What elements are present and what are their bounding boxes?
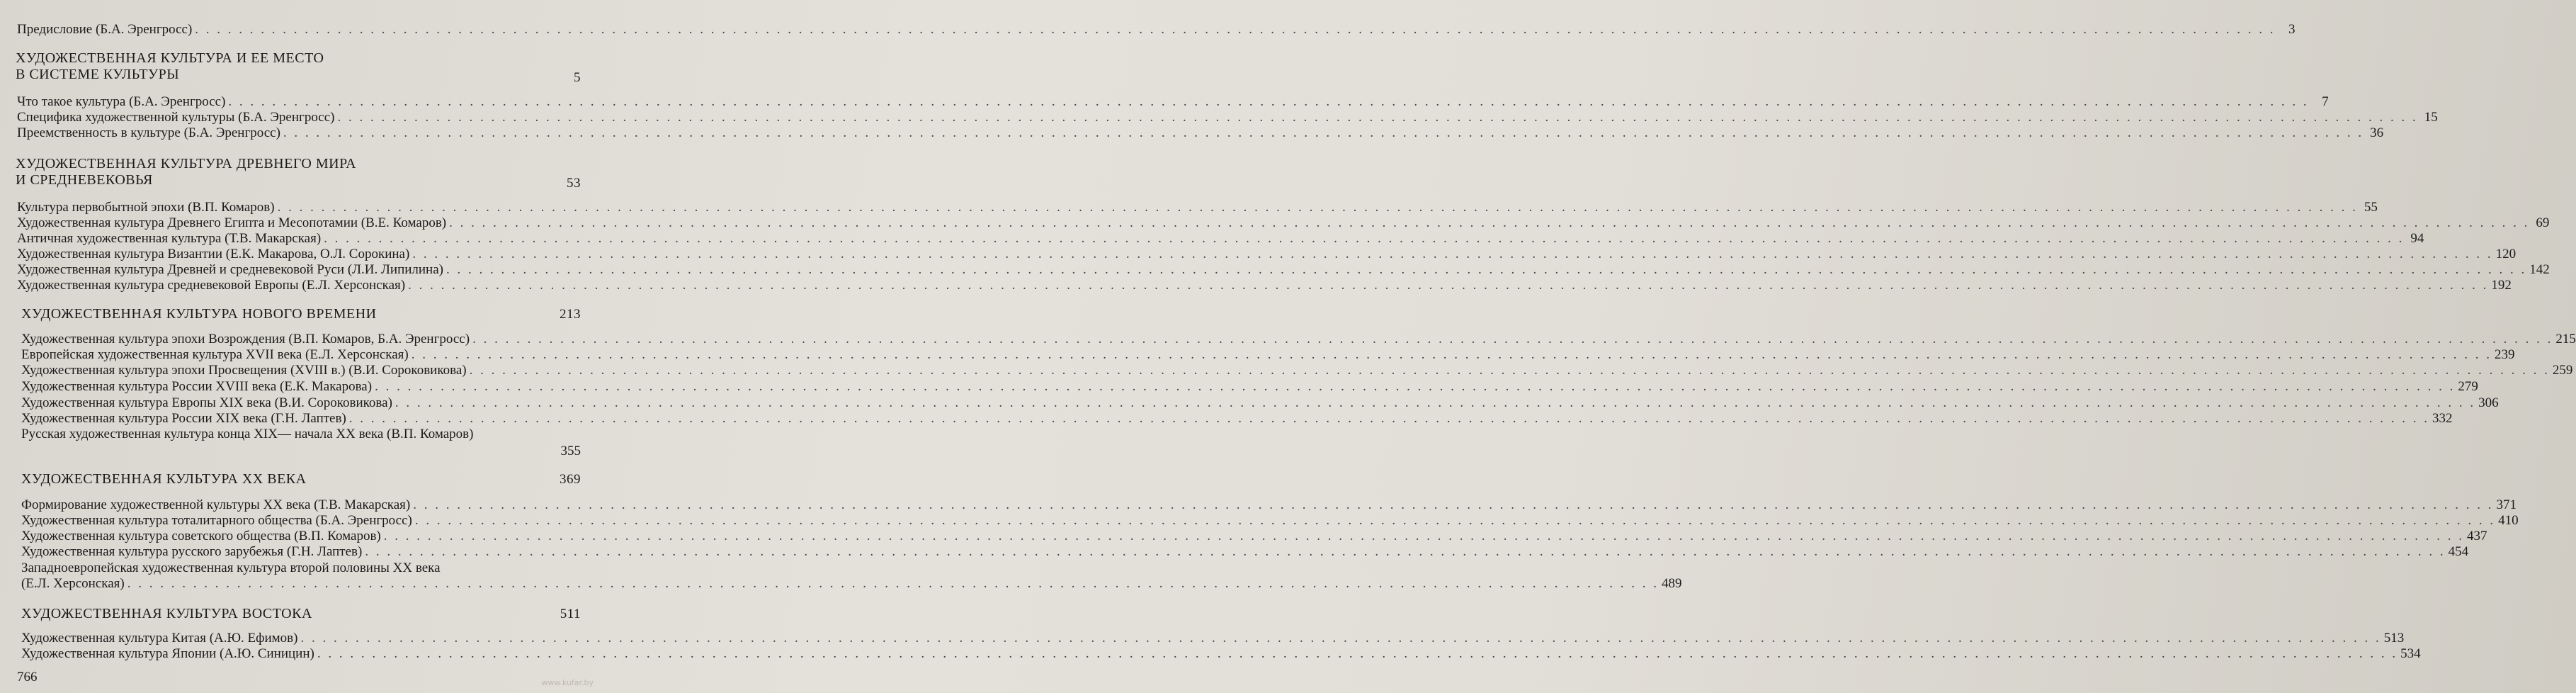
toc-entry-page: 120 [2495, 247, 2517, 261]
toc-entry-title: Художественная культура Древнего Египта и Месопотамии (В.Е. Комаров) [17, 215, 447, 230]
toc-entry-title: Русская художественная культура конца XIX— начала XX века (В.П. Комаров) [21, 427, 474, 441]
toc-entry [17, 278, 2512, 293]
toc-entry-page: 534 [2400, 646, 2421, 661]
toc-entry-title: Художественная культура Византии (Е.К. Макарова, О.Л. Сорокина) [17, 247, 410, 261]
toc-entry [17, 231, 2424, 247]
toc-entry [21, 427, 581, 459]
dot-leader [228, 94, 2308, 110]
toc-entry-title: Художественная культура России XVIII века (Е.К. Макарова) [21, 379, 373, 394]
section-page: 213 [560, 307, 581, 322]
toc-entry-title-line: (Е.Л. Херсонская) [21, 576, 125, 591]
toc-entry-title: Художественная культура России XIX века (Г.Н. Лаптев) [21, 411, 346, 426]
toc-entry-page: 239 [2495, 347, 2515, 362]
dot-leader [412, 247, 2492, 262]
toc-entry-page: 371 [2496, 497, 2517, 512]
dot-leader [324, 231, 2404, 247]
toc-entry-title: Художественная культура Древней и средневековой Руси (Л.И. Липилина) [17, 262, 443, 277]
toc-entry-page: 355 [560, 444, 581, 458]
section-page: 511 [560, 607, 581, 621]
section-heading [16, 156, 581, 191]
dot-leader [470, 363, 2550, 378]
dot-leader [283, 125, 2364, 141]
toc-entry-title: Художественная культура Китая (А.Ю. Ефимов) [21, 631, 298, 646]
dot-leader [338, 110, 2418, 125]
toc-entry [21, 332, 2576, 347]
toc-entry-title: Культура первобытной эпохи (В.П. Комаров) [17, 200, 275, 215]
section-page: 369 [560, 472, 581, 487]
dot-leader [408, 278, 2488, 293]
toc-entry [21, 395, 2499, 411]
toc-entry [21, 529, 2487, 544]
toc-entry-title: Художественная культура тоталитарного общества (Б.А. Эренгросс) [21, 513, 412, 528]
dot-leader [375, 379, 2455, 395]
toc-entry [21, 379, 2478, 395]
toc-entry-title: Предисловие (Б.А. Эренгросс) [17, 22, 193, 37]
section-heading [21, 606, 581, 622]
section-title-line: ХУДОЖЕСТВЕННАЯ КУЛЬТУРА НОВОГО ВРЕМЕНИ [21, 306, 377, 322]
toc-entry-title: Что такое культура (Б.А. Эренгросс) [17, 94, 226, 109]
dot-leader [395, 395, 2475, 411]
toc-entry-page: 454 [2448, 544, 2469, 559]
section-page: 53 [567, 176, 581, 191]
toc-entry [21, 497, 2517, 513]
page-number: 766 [17, 670, 38, 684]
section-heading [21, 471, 581, 488]
toc-entry-page: 192 [2491, 278, 2512, 293]
dot-leader [472, 332, 2553, 347]
toc-entry [17, 215, 2550, 231]
toc-entry [21, 411, 2453, 427]
toc-entry-page: 489 [1661, 576, 1682, 591]
toc-entry-title: Художественная культура Европы XIX века (В.И. Сороковикова) [21, 395, 392, 410]
toc-entry-page: 259 [2552, 363, 2573, 378]
toc-entry-page: 332 [2432, 411, 2453, 426]
dot-leader [446, 262, 2526, 278]
toc-entry-title-line: Западноевропейская художественная культура второй половины XX века [21, 560, 441, 575]
toc-entry-title: Формирование художественной культуры XX века (Т.В. Макарская) [21, 497, 411, 512]
toc-entry-page: 215 [2555, 332, 2576, 346]
toc-entry-title: Художественная культура советского общества (В.П. Комаров) [21, 529, 381, 543]
section-title-line: В СИСТЕМЕ КУЛЬТУРЫ [16, 67, 180, 82]
watermark: www.kufar.by [541, 678, 594, 687]
section-title-line: ХУДОЖЕСТВЕННАЯ КУЛЬТУРА ВОСТОКА [21, 606, 312, 621]
section-heading [16, 50, 581, 83]
dot-leader [278, 200, 2358, 215]
toc-entry [21, 363, 2573, 378]
section-title-line: ХУДОЖЕСТВЕННАЯ КУЛЬТУРА ДРЕВНЕГО МИРА [16, 156, 357, 171]
dot-leader [195, 22, 2275, 38]
toc-entry-title: Художественная культура русского зарубежья (Г.Н. Лаптев) [21, 544, 363, 559]
toc-entry-page: 69 [2536, 215, 2550, 230]
dot-leader [449, 215, 2529, 231]
section-title-line: ХУДОЖЕСТВЕННАЯ КУЛЬТУРА XX ВЕКА [21, 471, 307, 487]
toc-entry-page: 94 [2410, 231, 2424, 246]
dot-leader [412, 347, 2492, 363]
toc-entry [17, 125, 2384, 141]
dot-leader [413, 497, 2493, 513]
toc-entry-page: 410 [2498, 513, 2519, 528]
toc-entry [21, 560, 1682, 593]
toc-entry-page: 15 [2424, 110, 2438, 125]
section-page: 5 [574, 70, 581, 85]
toc-entry-title: Европейская художественная культура XVII века (Е.Л. Херсонская) [21, 347, 409, 362]
dot-leader [415, 513, 2495, 529]
toc-entry-title: Художественная культура средневековой Европы (Е.Л. Херсонская) [17, 278, 406, 293]
toc-entry-title: Античная художественная культура (Т.В. Макарская) [17, 231, 322, 246]
toc-entry-title: Преемственность в культуре (Б.А. Эренгросс) [17, 125, 280, 140]
toc-entry-page: 36 [2370, 125, 2384, 140]
section-title-line: ХУДОЖЕСТВЕННАЯ КУЛЬТУРА И ЕЕ МЕСТО [16, 50, 324, 66]
dot-leader [317, 646, 2398, 662]
section-heading [21, 306, 581, 322]
dot-leader [300, 631, 2381, 646]
toc-entry-page: 437 [2467, 529, 2487, 543]
dot-leader [365, 544, 2445, 560]
section-title-line: И СРЕДНЕВЕКОВЬЯ [16, 172, 153, 188]
dot-leader: . . . . . . . . . . . . . . . . . . . . . . . . . . . . . . . . . . . . . . . . . . . . . . . . . . . . . . . . . . . . . . . . . . . . . . . . . . . . . . . . . . . . . . . . . . . . . . . . . . . . . . . . . . . . . . . . . . . . . . . . . . . . . . . . . . . . . . . . . . . . [127, 576, 1659, 591]
dot-leader [349, 411, 2429, 427]
toc-entry-title: Специфика художественной культуры (Б.А. Эренгросс) [17, 110, 335, 125]
toc-entry [17, 110, 2438, 125]
toc-entry-page: 55 [2364, 200, 2378, 215]
toc-entry [21, 646, 2421, 662]
toc-entry-preface [17, 22, 2296, 38]
toc-entry [17, 200, 2378, 215]
toc-entry-page: 3 [2288, 22, 2296, 37]
toc-entry [21, 513, 2519, 529]
toc-entry-page: 513 [2383, 631, 2405, 646]
toc-entry [21, 347, 2515, 363]
toc-entry-page: 306 [2478, 395, 2499, 410]
toc-entry-page: 142 [2529, 262, 2550, 277]
toc-entry [21, 544, 2469, 560]
toc-entry-title: Художественная культура эпохи Просвещения (XVIII в.) (В.И. Сороковикова) [21, 363, 467, 378]
toc-entry [21, 631, 2405, 646]
toc-entry [17, 94, 2329, 110]
toc-entry-page: 7 [2322, 94, 2329, 109]
toc-entry-page: 279 [2458, 379, 2478, 394]
toc-entry [17, 262, 2550, 278]
dot-leader [384, 529, 2464, 544]
toc-entry [17, 247, 2517, 262]
toc-entry-title: Художественная культура Японии (А.Ю. Синицин) [21, 646, 314, 661]
toc-entry-title: Художественная культура эпохи Возрождения (В.П. Комаров, Б.А. Эренгросс) [21, 332, 470, 346]
